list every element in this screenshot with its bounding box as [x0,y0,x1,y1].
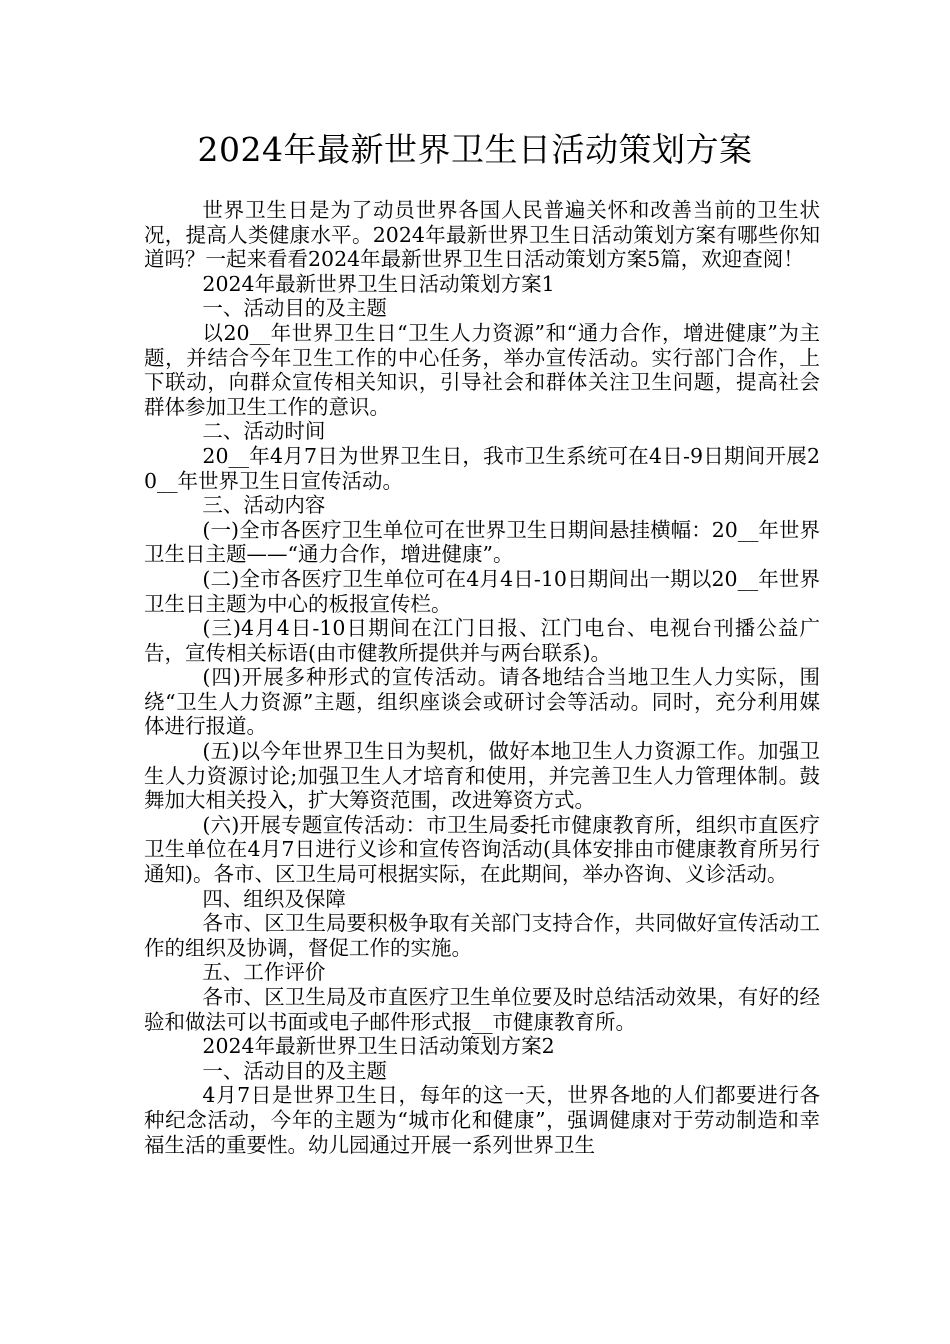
document-title: 2024年最新世界卫生日活动策划方案 [197,130,753,169]
list-item: (一)全市各医疗卫生单位可在世界卫生日期间悬挂横幅：20__年世界卫生日主题——“通力合作，增进健康”。 [144,517,820,567]
section-heading: 四、组织及保障 [202,886,346,911]
section-heading: 一、活动目的及主题 [202,296,387,321]
plan-1-heading: 2024年最新世界卫生日活动策划方案1 [202,271,555,296]
list-item: (五)以今年世界卫生日为契机，做好本地卫生人力资源工作。加强卫生人力资源讨论;加强卫生人才培育和使用，并完善卫生人力管理体制。鼓舞加大相关投入，扩大筹资范围，改进筹资方式。 [144,739,820,813]
paragraph: 4月7日是世界卫生日，每年的这一天，世界各地的人们都要进行各种纪念活动，今年的主题为“城市化和健康”，强调健康对于劳动制造和幸福生活的重要性。幼儿园通过开展一系列世界卫生 [144,1083,820,1157]
list-item: (二)全市各医疗卫生单位可在4月4日-10日期间出一期以20__年世界卫生日主题为中心的板报宣传栏。 [144,566,820,616]
paragraph: 各市、区卫生局要积极争取有关部门支持合作，共同做好宣传活动工作的组织及协调，督促工作的实施。 [144,911,820,960]
section-heading: 五、工作评价 [202,960,326,985]
list-item: (三)4月4日-10日期间在江门日报、江门电台、电视台刊播公益广告，宣传相关标语(由市健教所提供并与两台联系)。 [144,616,820,665]
section-heading: 三、活动内容 [202,493,326,518]
paragraph: 20__年4月7日为世界卫生日，我市卫生系统可在4日-9日期间开展20__年世界卫生日宣传活动。 [144,443,820,493]
list-item: (四)开展多种形式的宣传活动。请各地结合当地卫生人力实际，围绕“卫生人力资源”主题，组织座谈会或研讨会等活动。同时，充分利用媒体进行报道。 [144,665,820,739]
section-heading: 一、活动目的及主题 [202,1058,387,1083]
paragraph: 以20__年世界卫生日“卫生人力资源”和“通力合作，增进健康”为主题，并结合今年卫生工作的中心任务，举办宣传活动。实行部门合作，上下联动，向群众宣传相关知识，引导社会和群体关注卫生问题，提高社会群体参加卫生工作的意识。 [144,320,820,419]
list-item: (六)开展专题宣传活动：市卫生局委托市健康教育所，组织市直医疗卫生单位在4月7日进行义诊和宣传咨询活动(具体安排由市健康教育所另行通知)。各市、区卫生局可根据实际，在此期间，举办咨询、义诊活动。 [144,812,820,887]
document-body [144,198,820,1157]
plan-2-heading: 2024年最新世界卫生日活动策划方案2 [202,1034,555,1059]
section-heading: 二、活动时间 [202,419,326,444]
intro-paragraph: 世界卫生日是为了动员世界各国人民普遍关怀和改善当前的卫生状况，提高人类健康水平。2024年最新世界卫生日活动策划方案有哪些你知道吗？一起来看看2024年最新世界卫生日活动策划方案5篇，欢迎查阅！ [144,198,820,272]
paragraph: 各市、区卫生局及市直医疗卫生单位要及时总结活动效果，有好的经验和做法可以书面或电子邮件形式报__市健康教育所。 [144,985,820,1034]
